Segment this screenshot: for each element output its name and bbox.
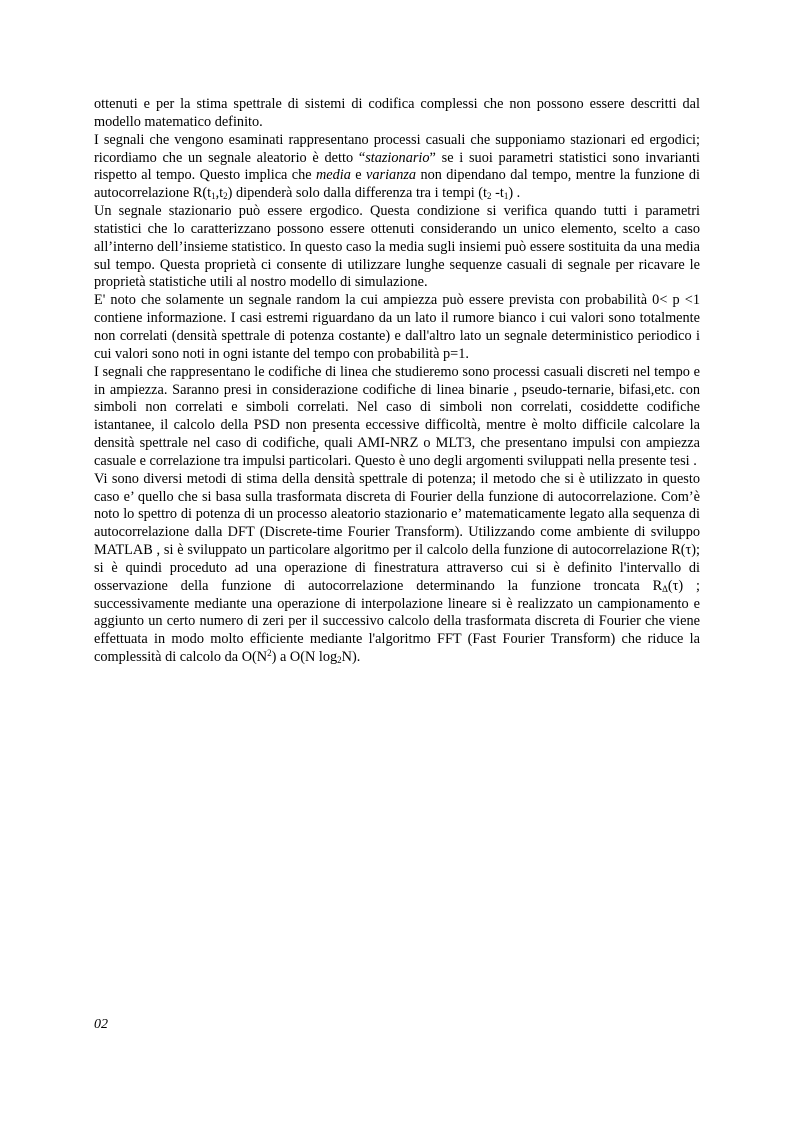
paragraph [94,364,700,471]
text-segment: Un segnale stazionario può essere ergodico. Questa condizione si verifica quando tutti i parametri statistici che lo caratterizzano possono essere ottenuti considerando un unico elemento, scelto a caso all’interno dell’insieme statistico. In questo caso la media sugli insiemi può essere sostituita da una media sul tempo. Questa proprietà ci consente di utilizzare lunghe sequenze casuali di segnale per ricavare le proprietà statistiche utili al nostro modello di simulazione. [94,203,700,291]
text-segment: E' noto che solamente un segnale random la cui ampiezza può essere prevista con probabilità 0< p <1 contiene informazione. I casi estremi riguardano da un lato il rumore bianco i cui valori sono totalmente non correlati (densità spettrale di potenza costante) e dall'altro lato un segnale deterministico periodico i cui valori sono noti in ogni istante del tempo con probabilità p=1. [94,292,700,362]
subscript: 2 [337,655,342,666]
body-text [94,96,700,667]
text-segment: I segnali che rappresentano le codifiche di linea che studieremo sono processi casuali discreti nel tempo e in ampiezza. Saranno presi in considerazione codifiche di linea binarie , pseudo-ternarie, bifasi,etc. con simboli non correlati e simboli correlati. Nel caso di simboli non correlati, cosiddette codifiche istantanee, il calcolo della PSD non presenta eccessive difficoltà, mentre è molto difficile calcolare la densità spettrale nel caso di codifiche, quali AMI-NRZ o MLT3, che presentano impulsi con ampiezza casuale e correlazione tra impulsi particolari. Questo è uno degli argomenti sviluppati nella presente tesi . [94,363,700,469]
text-segment: ,t [215,185,224,202]
text-segment: ” se i suoi parametri statistici sono invarianti rispetto al tempo. Questo implica che [94,149,700,184]
paragraph [94,203,700,292]
text-segment: (τ) ; successivamente mediante una operazione di interpolazione lineare si è realizzato un campionamento e aggiunto un certo numero di zeri per il successivo calcolo della trasformata discreta di Fourier che viene effettuata in modo molto efficiente mediante l'algoritmo FFT (Fast Fourier Transform) che riduce la complessità di calcolo da O(N [94,577,700,666]
text-segment: ) dipenderà solo dalla differenza tra i tempi (t [227,185,488,202]
text-segment: ottenuti e per la stima spettrale di sistemi di codifica complessi che non possono essere descritti dal modello matematico definito. [94,96,700,130]
subscript: 1 [503,191,509,202]
paragraph [94,471,700,667]
text-segment: non dipendano dal tempo, mentre la funzione di autocorrelazione R(t [94,167,700,202]
paragraph [94,96,700,132]
text-segment: ) . [508,185,521,202]
text-segment: N). [341,649,361,666]
subscript: 1 [211,191,216,202]
paragraph [94,132,700,203]
text-segment: e [350,167,367,184]
text-segment: ) a O(N log [271,649,338,666]
italic-term: stazionario [365,149,430,166]
subscript: 2 [487,191,492,202]
text-segment: I segnali che vengono esaminati rappresentano processi casuali che supponiamo stazionari ed ergodici; ricordiamo che un segnale aleatorio è detto “ [94,131,700,166]
superscript: 2 [267,648,272,659]
subscript: 2 [223,191,228,202]
italic-term: varianza [366,167,417,184]
page-number: 02 [94,1017,108,1032]
paragraph [94,292,700,363]
italic-term: media [315,167,351,184]
text-segment: Vi sono diversi metodi di stima della densità spettrale di potenza; il metodo che si è utilizzato in questo caso e’ quello che si basa sulla trasformata discreta di Fourier della funzione di autocorrelazione. Com’è noto lo spettro di potenza di un processo aleatorio stazionario e’ matematicamente legato alla sequenza di autocorrelazione dalla DFT (Discrete-time Fourier Transform). Utilizzando come ambiente di sviluppo MATLAB , si è sviluppato un particolare algoritmo per il calcolo della funzione di autocorrelazione R(τ); si è quindi proceduto ad una operazione di finestratura attraverso cui si è definito l'intervallo di osservazione della funzione di autocorrelazione determinando la funzione troncata R [94,470,700,594]
subscript: Δ [662,583,668,594]
text-segment: -t [491,185,504,202]
